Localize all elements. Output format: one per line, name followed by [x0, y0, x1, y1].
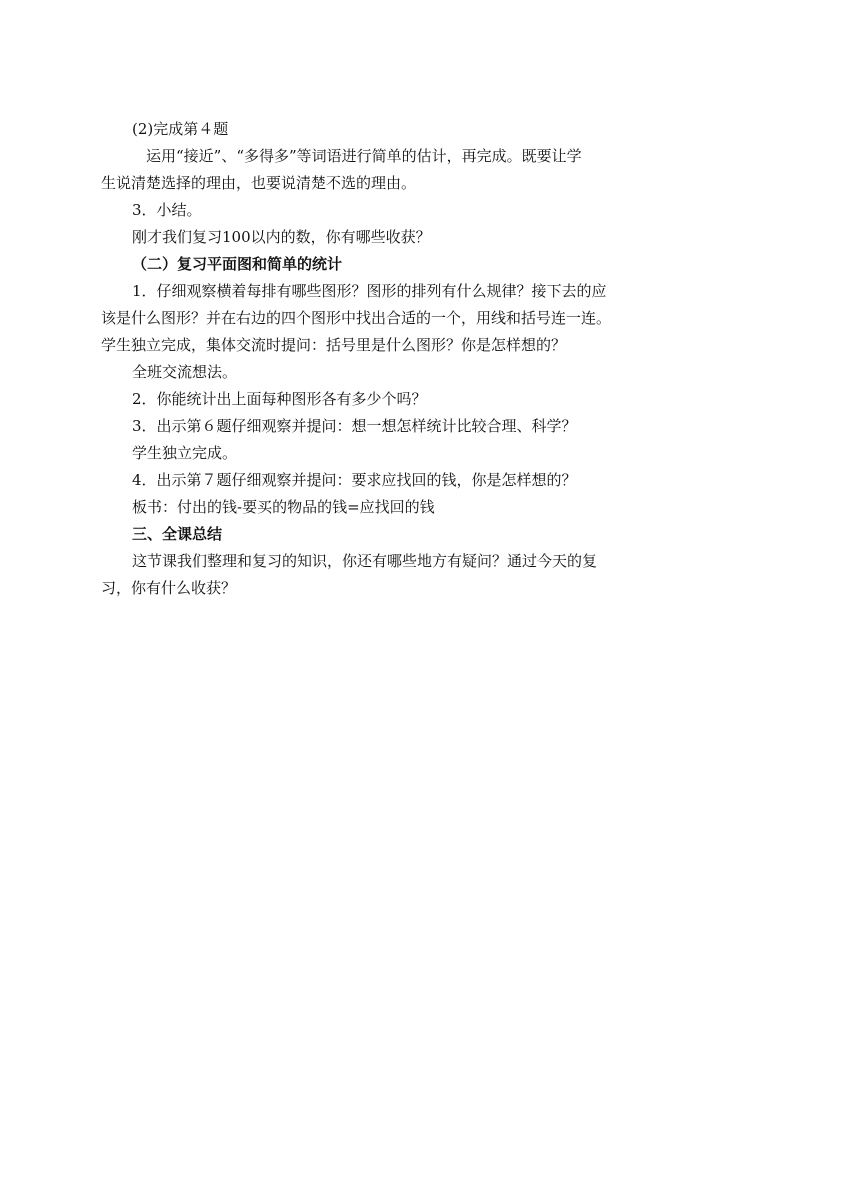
paragraph-line: 生说清楚选择的理由，也要说清楚不选的理由。 — [101, 174, 417, 192]
paragraph-line: 运用“接近”、“多得多”等词语进行简单的估计，再完成。既要让学 — [146, 147, 582, 165]
paragraph-line: 习，你有什么收获？ — [101, 579, 237, 597]
subsection-item-2: (2)完成第４题 — [132, 120, 229, 138]
paragraph-line: 学生独立完成，集体交流时提问：括号里是什么图形？你是怎样想的？ — [101, 336, 567, 354]
paragraph-line: 学生独立完成。 — [132, 444, 238, 462]
paragraph-line: 全班交流想法。 — [132, 363, 238, 381]
paragraph-line: 这节课我们整理和复习的知识，你还有哪些地方有疑问？通过今天的复 — [132, 552, 598, 570]
paragraph-line: 3．出示第６题仔细观察并提问：想一想怎样统计比较合理、科学？ — [132, 417, 577, 435]
summary-heading: 3．小结。 — [132, 201, 202, 219]
paragraph-line: 刚才我们复习100以内的数，你有哪些收获？ — [132, 228, 431, 246]
paragraph-line: 4．出示第７题仔细观察并提问：要求应找回的钱，你是怎样想的？ — [132, 471, 577, 489]
paragraph-line: 该是什么图形？并在右边的四个图形中找出合适的一个，用线和括号连一连。 — [101, 309, 612, 327]
paragraph-line: 2．你能统计出上面每种图形各有多少个吗？ — [132, 390, 427, 408]
section-heading-three: 三、全课总结 — [132, 525, 223, 543]
board-writing-line: 板书：付出的钱-要买的物品的钱=应找回的钱 — [132, 498, 435, 516]
section-heading-two: （二）复习平面图和简单的统计 — [132, 255, 343, 273]
document-body — [101, 116, 661, 602]
paragraph-line: 1．仔细观察横着每排有哪些图形？图形的排列有什么规律？接下去的应 — [132, 282, 607, 300]
